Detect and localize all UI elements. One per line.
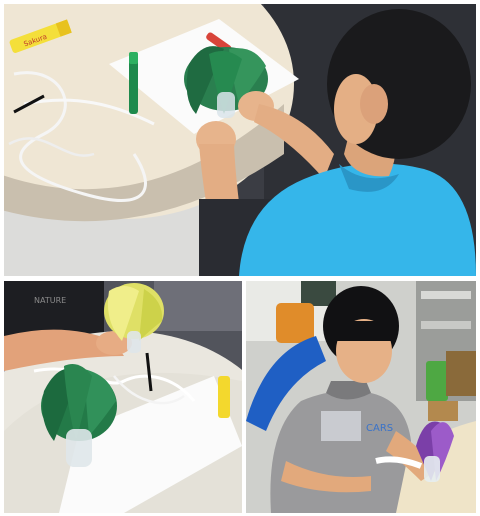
photo-green-yellow-lamps xyxy=(4,281,242,513)
photo-boy-grey-shirt-purple-lamp xyxy=(246,281,476,513)
svg-text:NATURE: NATURE xyxy=(34,296,67,305)
photo-boy-blue-shirt-green-lamp xyxy=(4,4,476,276)
marker-label: Sakura xyxy=(22,32,49,49)
svg-text:CARS: CARS xyxy=(366,423,394,434)
